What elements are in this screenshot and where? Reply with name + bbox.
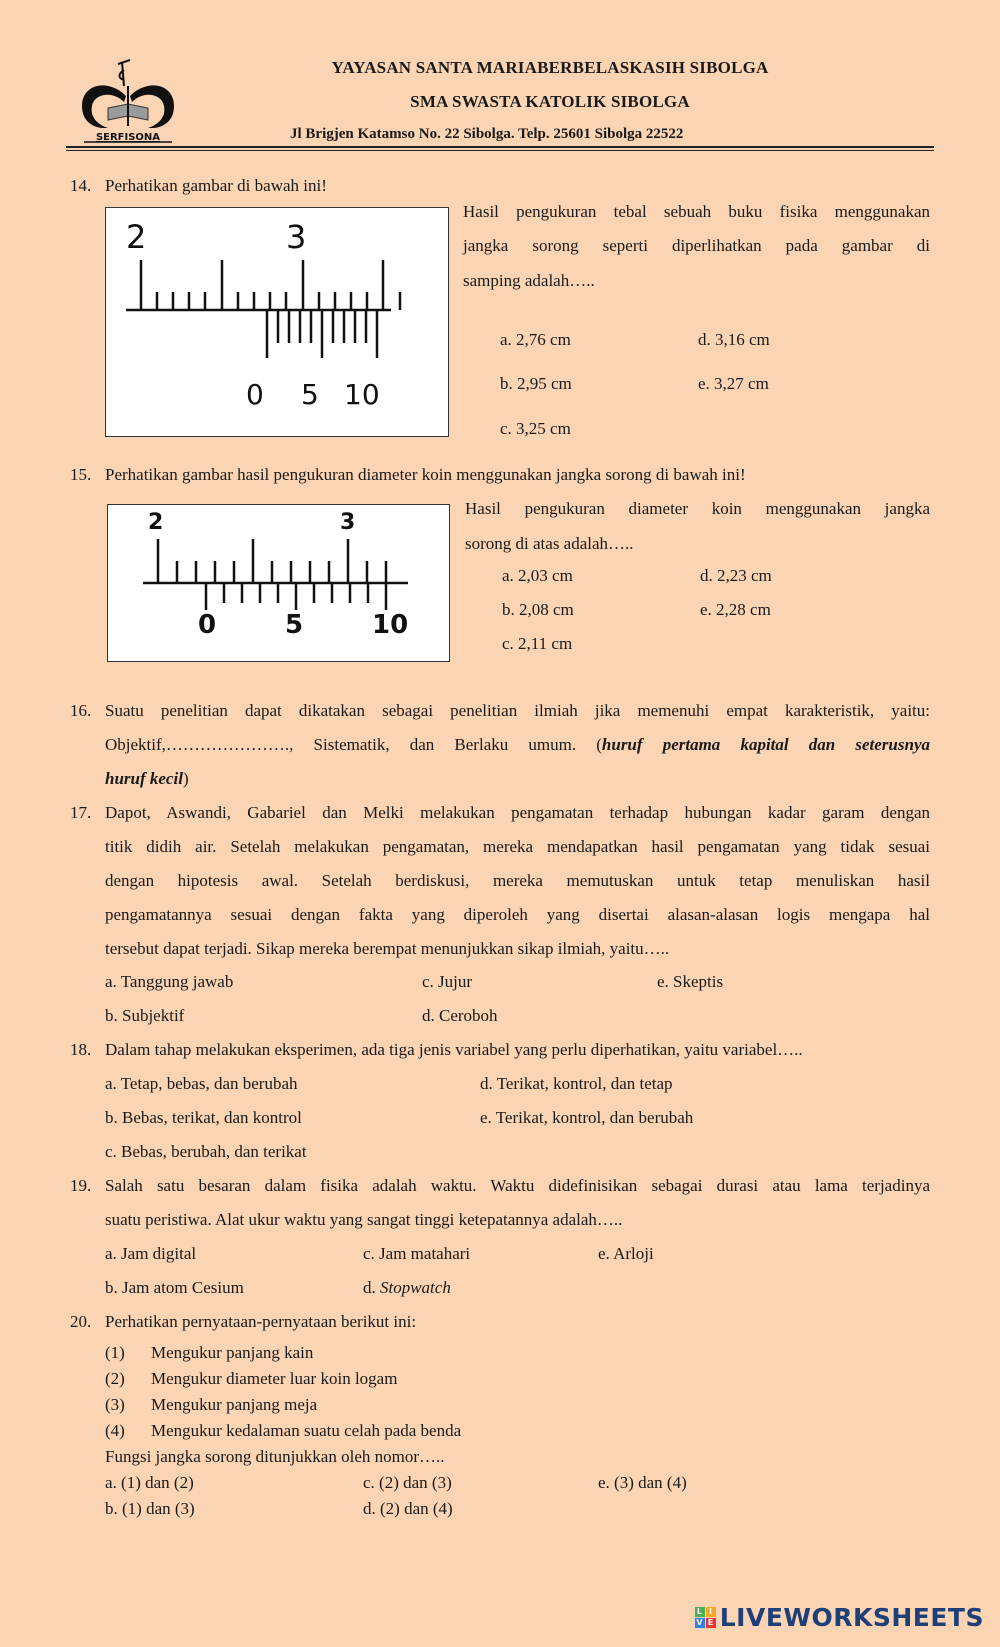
q17-line: titik didih air. Setelah melakukan pengamatan, mereka mendapatkan hasil pengamatan yang tidak sesuai — [105, 837, 930, 856]
q15-caliper-figure — [107, 504, 450, 662]
q16-line2 — [105, 728, 930, 762]
q16-close-paren: ) — [182, 769, 189, 788]
svg-text:SERFISONA: SERFISONA — [95, 132, 161, 143]
q14-number: 14. — [70, 176, 92, 195]
q14-option-c[interactable]: c. 3,25 cm — [500, 419, 571, 438]
svg-text:5: 5 — [285, 610, 304, 640]
q19-option-d[interactable] — [363, 1278, 451, 1298]
q15-option-d[interactable]: d. 2,23 cm — [700, 566, 772, 585]
q20-statement: Mengukur panjang kain — [151, 1343, 314, 1362]
q20-statement-number: (3) — [105, 1395, 125, 1414]
q14-option-b[interactable]: b. 2,95 cm — [500, 374, 572, 393]
q20-option-b[interactable]: b. (1) dan (3) — [105, 1499, 195, 1518]
liveworksheets-logo — [695, 1603, 984, 1632]
q19-number: 19. — [70, 1176, 92, 1195]
q16-instruction-tail: huruf kecil — [105, 769, 183, 788]
q18-option-a[interactable]: a. Tetap, bebas, dan berubah — [105, 1074, 298, 1093]
brand-name: LIVEWORKSHEETS — [719, 1603, 984, 1632]
q14-option-e[interactable]: e. 3,27 cm — [698, 374, 769, 393]
q19-option-a[interactable]: a. Jam digital — [105, 1244, 197, 1263]
q17-line: dengan hipotesis awal. Setelah berdiskusi, mereka memutuskan untuk tetap menuliskan hasil — [105, 871, 930, 890]
svg-text:2: 2 — [148, 510, 164, 535]
q19-option-b[interactable]: b. Jam atom Cesium — [105, 1278, 244, 1297]
q15-option-e[interactable]: e. 2,28 cm — [700, 600, 771, 619]
header-divider — [66, 146, 934, 148]
svg-text:3: 3 — [286, 218, 307, 256]
q20-statement-number: (2) — [105, 1369, 125, 1388]
q17-option-e[interactable]: e. Skeptis — [657, 972, 724, 991]
q15-option-a[interactable]: a. 2,03 cm — [502, 566, 573, 585]
q17-option-a[interactable]: a. Tanggung jawab — [105, 972, 234, 991]
q14-option-a[interactable]: a. 2,76 cm — [500, 330, 571, 349]
q19-option-c[interactable]: c. Jam matahari — [363, 1244, 471, 1263]
q18-option-d[interactable]: d. Terikat, kontrol, dan tetap — [480, 1074, 673, 1093]
q16-line3 — [105, 769, 189, 789]
q20-option-e[interactable]: e. (3) dan (4) — [598, 1473, 687, 1492]
q18-option-b[interactable]: b. Bebas, terikat, dan kontrol — [105, 1108, 302, 1127]
q17-option-b[interactable]: b. Subjektif — [105, 1006, 185, 1025]
svg-text:3: 3 — [340, 510, 356, 535]
q19-option-e[interactable]: e. Arloji — [598, 1244, 654, 1263]
q20-statement: Mengukur kedalaman suatu celah pada benda — [151, 1421, 462, 1440]
q15-prompt: Perhatikan gambar hasil pengukuran diameter koin menggunakan jangka sorong di bawah ini! — [105, 465, 746, 484]
svg-text:5: 5 — [301, 378, 319, 411]
q18-number: 18. — [70, 1040, 92, 1059]
q18-option-c[interactable]: c. Bebas, berubah, dan terikat — [105, 1142, 307, 1161]
q17-line: Dapot, Aswandi, Gabariel dan Melki melakukan pengamatan terhadap hubungan kadar garam dengan — [105, 803, 930, 822]
q17-option-c[interactable]: c. Jujur — [422, 972, 473, 991]
q19-line2: suatu peristiwa. Alat ukur waktu yang sangat tinggi ketepatannya adalah….. — [105, 1210, 623, 1229]
q20-statement: Mengukur diameter luar koin logam — [151, 1369, 398, 1388]
q16-line2-text: Objektif,…………………., Sistematik, dan Berlaku umum. ( — [105, 735, 602, 754]
q20-option-a[interactable]: a. (1) dan (2) — [105, 1473, 194, 1492]
school-logo — [78, 56, 178, 144]
q15-option-c[interactable]: c. 2,11 cm — [502, 634, 573, 653]
q15-stem-line1: Hasil pengukuran diameter koin menggunakan jangka — [465, 499, 930, 518]
svg-text:10: 10 — [372, 610, 409, 640]
svg-text:10: 10 — [344, 378, 380, 411]
svg-text:0: 0 — [198, 610, 217, 640]
header-divider-thin — [66, 150, 934, 151]
q17-line: pengamatannya sesuai dengan fakta yang diperoleh yang disertai alasan-alasan logis mengapa hal — [105, 905, 930, 924]
q20-option-d[interactable]: d. (2) dan (4) — [363, 1499, 453, 1518]
q20-option-c[interactable]: c. (2) dan (3) — [363, 1473, 452, 1492]
q15-number: 15. — [70, 465, 92, 484]
q17-option-d[interactable]: d. Ceroboh — [422, 1006, 498, 1025]
q14-stem-line2: jangka sorong seperti diperlihatkan pada gambar di — [463, 236, 930, 255]
q14-stem-line3: samping adalah….. — [463, 271, 595, 290]
q19-line1: Salah satu besaran dalam fisika adalah waktu. Waktu didefinisikan sebagai durasi atau lama terjadinya — [105, 1176, 930, 1195]
q20-stem: Perhatikan pernyataan-pernyataan berikut ini: — [105, 1312, 417, 1331]
q16-number: 16. — [70, 701, 92, 720]
q17-line: tersebut dapat terjadi. Sikap mereka berempat menunjukkan sikap ilmiah, yaitu….. — [105, 939, 670, 958]
school-address: Jl Brigjen Katamso No. 22 Sibolga. Telp. 25601 Sibolga 22522 — [290, 126, 684, 142]
svg-text:0: 0 — [246, 378, 264, 411]
q15-stem-line2: sorong di atas adalah….. — [465, 534, 634, 553]
q17-number: 17. — [70, 803, 92, 822]
q20-statement-number: (4) — [105, 1421, 125, 1440]
q19-option-d-label: d. — [363, 1278, 380, 1297]
svg-text:2: 2 — [126, 218, 147, 256]
q20-statement: Mengukur panjang meja — [151, 1395, 318, 1414]
q20-number: 20. — [70, 1312, 92, 1331]
badge-letter: L — [695, 1607, 705, 1617]
q14-prompt: Perhatikan gambar di bawah ini! — [105, 176, 327, 195]
live-badge-icon — [695, 1607, 716, 1628]
q20-question: Fungsi jangka sorong ditunjukkan oleh nomor….. — [105, 1447, 445, 1466]
q18-option-e[interactable]: e. Terikat, kontrol, dan berubah — [480, 1108, 694, 1127]
badge-letter: I — [706, 1607, 716, 1617]
q20-statement-number: (1) — [105, 1343, 125, 1362]
q18-stem: Dalam tahap melakukan eksperimen, ada tiga jenis variabel yang perlu diperhatikan, yaitu variabel….. — [105, 1040, 803, 1059]
foundation-name: YAYASAN SANTA MARIABERBELASKASIH SIBOLGA — [331, 58, 769, 77]
q16-line1: Suatu penelitian dapat dikatakan sebagai penelitian ilmiah jika memenuhi empat karakteristik, yaitu: — [105, 701, 930, 720]
q14-option-d[interactable]: d. 3,16 cm — [698, 330, 770, 349]
q19-option-d-text: Stopwatch — [380, 1278, 451, 1297]
badge-letter: E — [706, 1618, 716, 1628]
q16-instruction: huruf pertama kapital dan seterusnya — [601, 735, 930, 754]
q14-stem-line1: Hasil pengukuran tebal sebuah buku fisika menggunakan — [463, 202, 930, 221]
q14-caliper-figure — [105, 207, 449, 437]
badge-letter: V — [696, 1618, 704, 1627]
q15-option-b[interactable]: b. 2,08 cm — [502, 600, 574, 619]
school-name: SMA SWASTA KATOLIK SIBOLGA — [410, 92, 690, 111]
